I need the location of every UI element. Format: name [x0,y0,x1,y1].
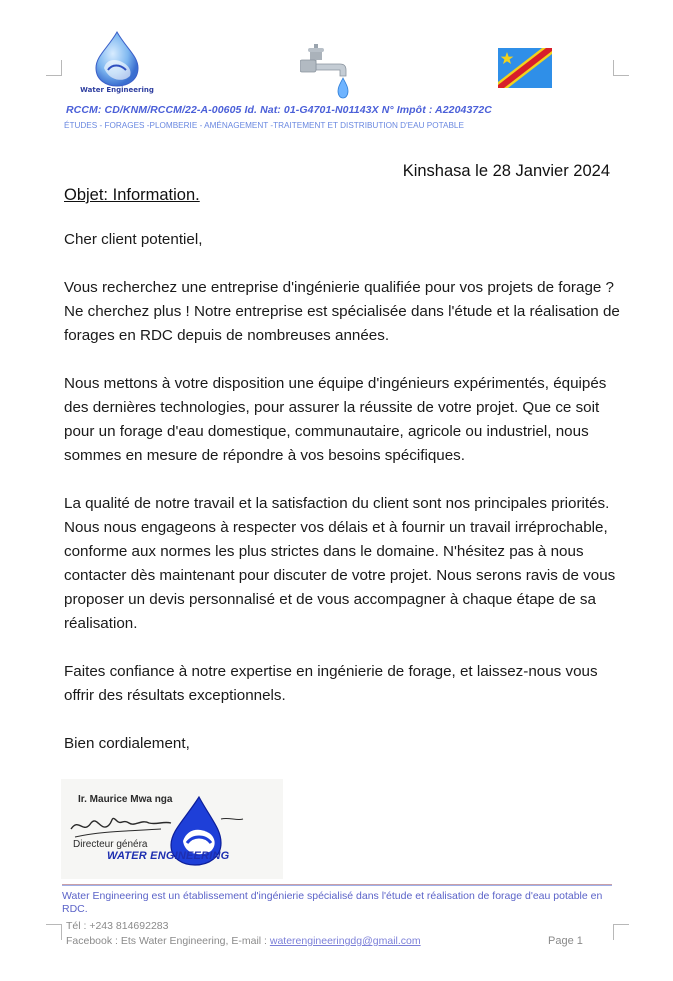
crop-mark-top-left [46,60,62,76]
footer-contact [66,935,421,947]
letter-paragraph: La qualité de notre travail et la satisfaction du client sont nos principales priorités. Nous nous engageons à respecter vos délais et à fournir un travail irréprochable, conforme aux normes les plus strictes dans le domaine. N'hésitez pas à nous contacter dès maintenant pour discuter de votre projet. Nous serons ravis de vous proposer un devis personnalisé et de vous accompagner à chaque étape de sa réalisation. [64,495,616,632]
page-number: Page 1 [548,935,583,947]
drc-flag-icon [498,48,552,88]
letter-subject: Objet: Information. [64,186,200,204]
footer-divider [62,884,612,886]
letter-closing: Bien cordialement, [64,735,190,752]
registration-info: RCCM: CD/KNM/RCCM/22-A-00605 Id. Nat: 01-G4701-N01143X N° Impôt : A2204372C [66,104,492,116]
footer-facebook: Facebook : Ets Water Engineering, E-mail : [66,935,270,947]
logo-text: Water Engineering [80,86,154,94]
signature-stamp-drawing [61,779,283,879]
signature-block [61,779,283,879]
company-logo [78,30,156,98]
water-tap-icon [300,42,360,102]
letter-paragraph: Nous mettons à votre disposition une équipe d'ingénieurs expérimentés, équipés des dernières technologies, pour assurer la réussite de votre projet. Que ce soit pour un forage d'eau domestique, communautaire, agricole ou industriel, nous sommes en mesure de répondre à vos besoins spécifiques. [64,375,607,464]
crop-mark-bottom-left [46,924,62,940]
letter-paragraph: Vous recherchez une entreprise d'ingénierie qualifiée pour vos projets de forage ? Ne cherchez plus ! Notre entreprise est spécialisée dans l'étude et la réalisation de forages en RDC depuis de nombreuses années. [64,279,620,344]
stamp-brand: WATER ENGINEERING [107,850,230,862]
letter-body [64,228,624,780]
letter-greeting: Cher client potentiel, [64,231,203,248]
signatory-role: Directeur généra [73,839,148,850]
email-link[interactable]: waterengineeringdg@gmail.com [269,935,421,947]
crop-mark-top-right [613,60,629,76]
letter-paragraph: Faites confiance à notre expertise en ingénierie de forage, et laissez-nous vous offrir des résultats exceptionnels. [64,663,598,704]
footer-phone: Tél : +243 814692283 [66,920,169,932]
letter-date: Kinshasa le 28 Janvier 2024 [402,162,610,180]
company-tagline: ÉTUDES - FORAGES -PLOMBERIE - AMÉNAGEMENT -TRAITEMENT ET DISTRIBUTION D'EAU POTABLE [64,121,464,130]
footer-description: Water Engineering est un établissement d'ingénierie spécialisé dans l'étude et réalisation de forage d'eau potable en RDC. [62,890,603,915]
crop-mark-bottom-right [613,924,629,940]
water-drop-icon [78,30,156,88]
signatory-name: Ir. Maurice Mwa nga [78,794,173,805]
